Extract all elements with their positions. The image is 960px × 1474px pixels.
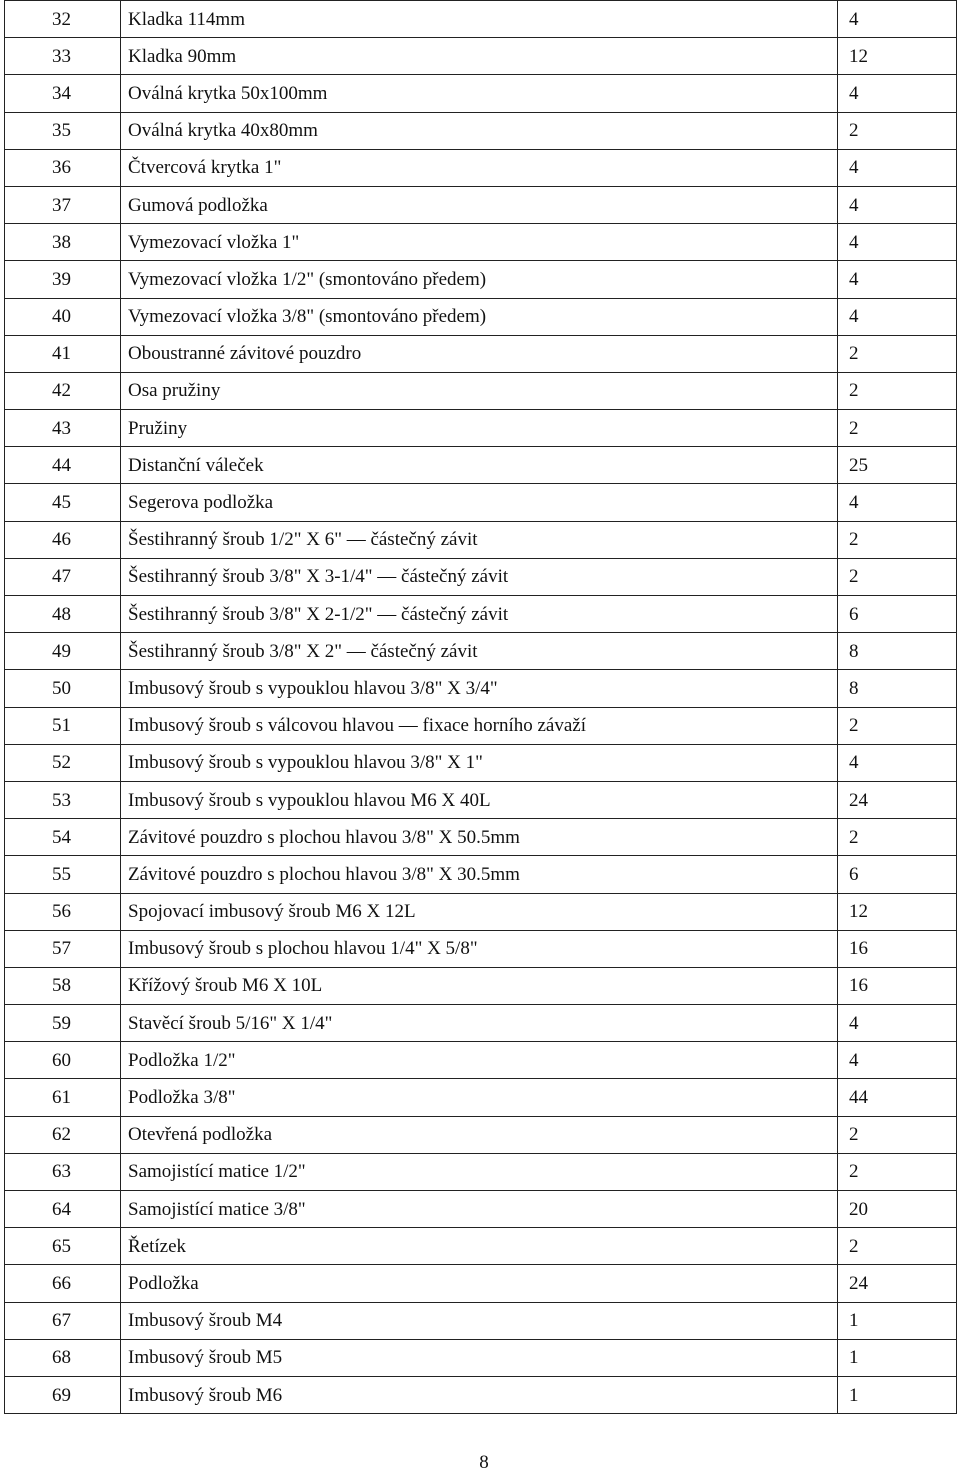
- item-number-cell: 44: [5, 447, 121, 484]
- table-row: [5, 335, 957, 372]
- item-number-cell: 55: [5, 856, 121, 893]
- item-quantity-cell: 20: [838, 1191, 957, 1228]
- item-name-cell: Distanční váleček: [121, 447, 838, 484]
- item-name-cell: Šestihranný šroub 1/2" X 6" ― částečný závit: [121, 521, 838, 558]
- item-quantity-cell: 4: [838, 186, 957, 223]
- table-row: [5, 707, 957, 744]
- item-quantity-cell: 6: [838, 856, 957, 893]
- table-row: [5, 1191, 957, 1228]
- item-name-cell: Stavěcí šroub 5/16" X 1/4": [121, 1005, 838, 1042]
- item-number-cell: 46: [5, 521, 121, 558]
- table-row: [5, 1042, 957, 1079]
- item-quantity-cell: 4: [838, 744, 957, 781]
- table-row: [5, 930, 957, 967]
- item-number-cell: 39: [5, 261, 121, 298]
- item-name-cell: Šestihranný šroub 3/8" X 2" ― částečný závit: [121, 633, 838, 670]
- item-quantity-cell: 4: [838, 75, 957, 112]
- item-number-cell: 50: [5, 670, 121, 707]
- item-number-cell: 67: [5, 1302, 121, 1339]
- item-quantity-cell: 1: [838, 1339, 957, 1376]
- item-number-cell: 34: [5, 75, 121, 112]
- page-number: 8: [479, 1452, 489, 1473]
- table-row: [5, 186, 957, 223]
- item-name-cell: Imbusový šroub M6: [121, 1376, 838, 1413]
- item-name-cell: Kladka 90mm: [121, 38, 838, 75]
- item-name-cell: Podložka 3/8": [121, 1079, 838, 1116]
- item-name-cell: Oválná krytka 50x100mm: [121, 75, 838, 112]
- table-row: [5, 781, 957, 818]
- table-row: [5, 596, 957, 633]
- table-row: [5, 1153, 957, 1190]
- table-row: [5, 819, 957, 856]
- item-name-cell: Křížový šroub M6 X 10L: [121, 967, 838, 1004]
- item-quantity-cell: 2: [838, 372, 957, 409]
- item-number-cell: 52: [5, 744, 121, 781]
- item-number-cell: 36: [5, 149, 121, 186]
- item-name-cell: Spojovací imbusový šroub M6 X 12L: [121, 893, 838, 930]
- item-number-cell: 42: [5, 372, 121, 409]
- item-name-cell: Šestihranný šroub 3/8" X 2-1/2" ― částečný závit: [121, 596, 838, 633]
- item-quantity-cell: 25: [838, 447, 957, 484]
- item-quantity-cell: 4: [838, 261, 957, 298]
- table-row: [5, 1005, 957, 1042]
- item-name-cell: Pružiny: [121, 410, 838, 447]
- item-quantity-cell: 2: [838, 707, 957, 744]
- table-row: [5, 1116, 957, 1153]
- item-quantity-cell: 2: [838, 558, 957, 595]
- table-row: [5, 1079, 957, 1116]
- item-name-cell: Vymezovací vložka 1": [121, 224, 838, 261]
- table-row: [5, 744, 957, 781]
- item-name-cell: Imbusový šroub s vypouklou hlavou M6 X 40L: [121, 781, 838, 818]
- item-name-cell: Imbusový šroub M5: [121, 1339, 838, 1376]
- parts-table: [4, 0, 957, 1414]
- item-number-cell: 33: [5, 38, 121, 75]
- item-quantity-cell: 2: [838, 335, 957, 372]
- table-row: [5, 1376, 957, 1413]
- item-quantity-cell: 2: [838, 1116, 957, 1153]
- table-row: [5, 484, 957, 521]
- item-number-cell: 53: [5, 781, 121, 818]
- item-number-cell: 45: [5, 484, 121, 521]
- item-name-cell: Otevřená podložka: [121, 1116, 838, 1153]
- item-quantity-cell: 24: [838, 1265, 957, 1302]
- item-quantity-cell: 4: [838, 1, 957, 38]
- item-name-cell: Imbusový šroub s vypouklou hlavou 3/8" X 1": [121, 744, 838, 781]
- item-number-cell: 59: [5, 1005, 121, 1042]
- item-name-cell: Šestihranný šroub 3/8" X 3-1/4" ― částečný závit: [121, 558, 838, 595]
- item-number-cell: 58: [5, 967, 121, 1004]
- item-name-cell: Imbusový šroub M4: [121, 1302, 838, 1339]
- item-quantity-cell: 1: [838, 1376, 957, 1413]
- item-number-cell: 63: [5, 1153, 121, 1190]
- table-row: [5, 633, 957, 670]
- item-name-cell: Kladka 114mm: [121, 1, 838, 38]
- item-quantity-cell: 1: [838, 1302, 957, 1339]
- item-quantity-cell: 2: [838, 819, 957, 856]
- table-row: [5, 1302, 957, 1339]
- item-name-cell: Oválná krytka 40x80mm: [121, 112, 838, 149]
- table-row: [5, 75, 957, 112]
- item-quantity-cell: 8: [838, 633, 957, 670]
- table-row: [5, 1228, 957, 1265]
- item-number-cell: 43: [5, 410, 121, 447]
- table-row: [5, 1339, 957, 1376]
- item-number-cell: 47: [5, 558, 121, 595]
- table-row: [5, 558, 957, 595]
- item-quantity-cell: 2: [838, 1228, 957, 1265]
- item-name-cell: Samojistící matice 1/2": [121, 1153, 838, 1190]
- item-number-cell: 35: [5, 112, 121, 149]
- table-row: [5, 224, 957, 261]
- item-quantity-cell: 2: [838, 410, 957, 447]
- item-name-cell: Oboustranné závitové pouzdro: [121, 335, 838, 372]
- item-name-cell: Podložka: [121, 1265, 838, 1302]
- table-row: [5, 1265, 957, 1302]
- table-row: [5, 112, 957, 149]
- table-row: [5, 372, 957, 409]
- item-name-cell: Imbusový šroub s vypouklou hlavou 3/8" X 3/4": [121, 670, 838, 707]
- item-name-cell: Závitové pouzdro s plochou hlavou 3/8" X 50.5mm: [121, 819, 838, 856]
- item-quantity-cell: 4: [838, 484, 957, 521]
- item-name-cell: Samojistící matice 3/8": [121, 1191, 838, 1228]
- table-row: [5, 38, 957, 75]
- item-quantity-cell: 4: [838, 224, 957, 261]
- item-number-cell: 57: [5, 930, 121, 967]
- item-quantity-cell: 2: [838, 1153, 957, 1190]
- item-name-cell: Imbusový šroub s válcovou hlavou ― fixace horního závaží: [121, 707, 838, 744]
- item-number-cell: 65: [5, 1228, 121, 1265]
- item-number-cell: 37: [5, 186, 121, 223]
- item-number-cell: 54: [5, 819, 121, 856]
- item-quantity-cell: 16: [838, 930, 957, 967]
- item-quantity-cell: 12: [838, 893, 957, 930]
- item-number-cell: 68: [5, 1339, 121, 1376]
- item-number-cell: 64: [5, 1191, 121, 1228]
- item-quantity-cell: 8: [838, 670, 957, 707]
- item-number-cell: 61: [5, 1079, 121, 1116]
- item-name-cell: Řetízek: [121, 1228, 838, 1265]
- parts-table-body: [5, 1, 957, 1414]
- table-row: [5, 1, 957, 38]
- item-number-cell: 40: [5, 298, 121, 335]
- item-number-cell: 49: [5, 633, 121, 670]
- item-quantity-cell: 12: [838, 38, 957, 75]
- item-quantity-cell: 2: [838, 112, 957, 149]
- item-quantity-cell: 4: [838, 1042, 957, 1079]
- item-quantity-cell: 24: [838, 781, 957, 818]
- item-name-cell: Segerova podložka: [121, 484, 838, 521]
- item-name-cell: Podložka 1/2": [121, 1042, 838, 1079]
- table-row: [5, 410, 957, 447]
- item-number-cell: 38: [5, 224, 121, 261]
- item-number-cell: 66: [5, 1265, 121, 1302]
- item-quantity-cell: 2: [838, 521, 957, 558]
- item-number-cell: 62: [5, 1116, 121, 1153]
- table-row: [5, 149, 957, 186]
- item-quantity-cell: 4: [838, 149, 957, 186]
- table-row: [5, 670, 957, 707]
- item-quantity-cell: 4: [838, 298, 957, 335]
- item-name-cell: Vymezovací vložka 3/8" (smontováno předem): [121, 298, 838, 335]
- table-row: [5, 298, 957, 335]
- item-quantity-cell: 44: [838, 1079, 957, 1116]
- item-name-cell: Závitové pouzdro s plochou hlavou 3/8" X 30.5mm: [121, 856, 838, 893]
- table-row: [5, 261, 957, 298]
- table-row: [5, 447, 957, 484]
- item-number-cell: 48: [5, 596, 121, 633]
- item-name-cell: Gumová podložka: [121, 186, 838, 223]
- item-name-cell: Imbusový šroub s plochou hlavou 1/4" X 5/8": [121, 930, 838, 967]
- item-quantity-cell: 4: [838, 1005, 957, 1042]
- item-number-cell: 56: [5, 893, 121, 930]
- item-name-cell: Čtvercová krytka 1": [121, 149, 838, 186]
- item-number-cell: 41: [5, 335, 121, 372]
- item-quantity-cell: 6: [838, 596, 957, 633]
- item-number-cell: 60: [5, 1042, 121, 1079]
- item-quantity-cell: 16: [838, 967, 957, 1004]
- table-row: [5, 967, 957, 1004]
- item-number-cell: 69: [5, 1376, 121, 1413]
- table-row: [5, 521, 957, 558]
- item-name-cell: Vymezovací vložka 1/2" (smontováno předem): [121, 261, 838, 298]
- table-row: [5, 893, 957, 930]
- item-number-cell: 51: [5, 707, 121, 744]
- item-name-cell: Osa pružiny: [121, 372, 838, 409]
- table-row: [5, 856, 957, 893]
- item-number-cell: 32: [5, 1, 121, 38]
